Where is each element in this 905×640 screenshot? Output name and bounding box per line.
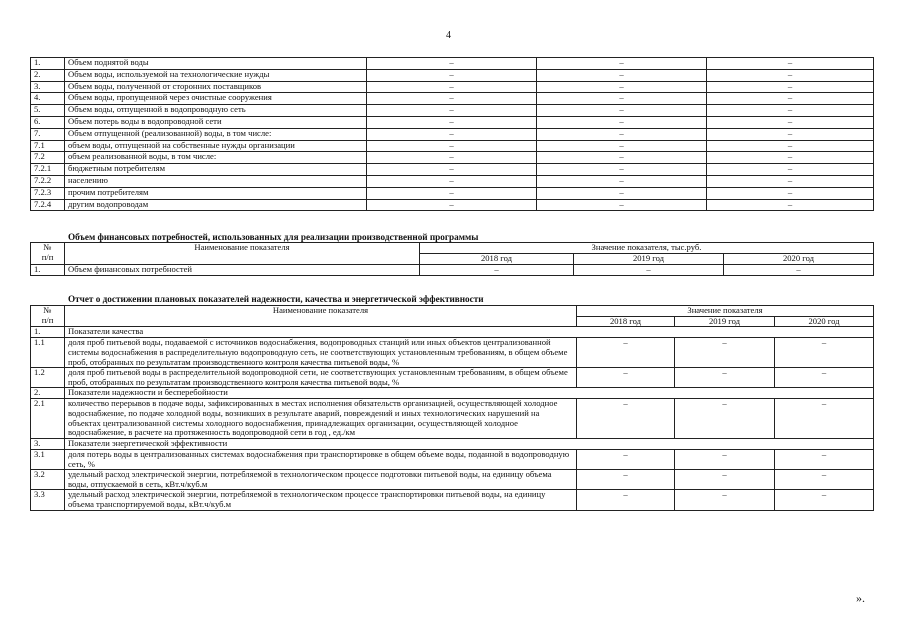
- value-cell: –: [367, 58, 537, 70]
- table-row: [31, 164, 874, 176]
- row-name: удельный расход электрической энергии, потребляемой в технологическом процессе транспортировки питьевой воды, на единицу объема транспортируемой воды, кВт.ч/куб.м: [65, 490, 577, 510]
- table-row: [31, 187, 874, 199]
- value-cell: –: [707, 187, 874, 199]
- value-cell: –: [367, 69, 537, 81]
- column-header-year: 2020 год: [724, 254, 874, 265]
- value-cell: –: [537, 199, 707, 211]
- closing-quote: ».: [856, 591, 865, 605]
- value-cell: –: [367, 199, 537, 211]
- value-cell: –: [775, 490, 874, 510]
- row-name: количество перерывов в подаче воды, зафиксированных в местах исполнения обязательств организацией, осуществляющей холодное водоснабжение, по подаче холодной воды, возникших в результате аварий, повреждений и иных технологических нарушений на объектах централизованной системы холодного водоснабжения, принадлежащих организации, осуществляющей холодное водоснабжение, в расчете на протяженность водопроводной сети в год , ед./км: [65, 399, 577, 439]
- value-cell: –: [577, 490, 675, 510]
- row-name: Объем финансовых потребностей: [65, 265, 420, 276]
- row-number: 2.1: [31, 399, 65, 439]
- row-name: прочим потребителям: [65, 187, 367, 199]
- row-name: удельный расход электрической энергии, потребляемой в технологическом процессе подготовки питьевой воды, на единицу объема воды, отпускаемой в сеть, кВт.ч/куб.м: [65, 470, 577, 490]
- row-number: 7.2.1: [31, 164, 65, 176]
- section-row: [31, 327, 874, 338]
- table-row: [31, 152, 874, 164]
- value-cell: –: [707, 69, 874, 81]
- value-cell: –: [707, 81, 874, 93]
- section-title: Показатели энергетической эффективности: [65, 438, 874, 449]
- table-row: [31, 105, 874, 117]
- value-cell: –: [537, 58, 707, 70]
- value-cell: –: [537, 69, 707, 81]
- row-number: 3.: [31, 438, 65, 449]
- table-row: [31, 140, 874, 152]
- row-number: 7.2.2: [31, 175, 65, 187]
- row-number: 3.: [31, 81, 65, 93]
- water-volume-table: [30, 57, 874, 211]
- column-header-value: Значение показателя: [577, 306, 874, 317]
- value-cell: –: [537, 140, 707, 152]
- column-header-value: Значение показателя, тыс.руб.: [420, 243, 874, 254]
- table-row: [31, 58, 874, 70]
- value-cell: –: [707, 128, 874, 140]
- section-title: Показатели качества: [65, 327, 874, 338]
- value-cell: –: [577, 368, 675, 388]
- row-name: Объем воды, используемой на технологические нужды: [65, 69, 367, 81]
- table-row: [31, 175, 874, 187]
- row-name: доля потерь воды в централизованных системах водоснабжения при транспортировке в общем объеме воды, поданной в водопроводную сеть, %: [65, 449, 577, 469]
- table-row: [31, 128, 874, 140]
- row-number: 4.: [31, 93, 65, 105]
- section-title: Показатели надежности и бесперебойности: [65, 388, 874, 399]
- financial-needs-caption: Объем финансовых потребностей, использованных для реализации производственной программы: [68, 232, 479, 242]
- row-name: объем воды, отпущенной на собственные нужды организации: [65, 140, 367, 152]
- row-name: доля проб питьевой воды, подаваемой с источников водоснабжения, водопроводных станций или иных объектов централизованной системы водоснабжения в распределительную водопроводную сеть, не соответствующих установленным требованиям, в общем объеме проб, отобранных по результатам производственного контроля качества питьевой воды, %: [65, 338, 577, 368]
- value-cell: –: [367, 116, 537, 128]
- value-cell: –: [577, 338, 675, 368]
- value-cell: –: [707, 175, 874, 187]
- row-name: Объем потерь воды в водопроводной сети: [65, 116, 367, 128]
- value-cell: –: [367, 140, 537, 152]
- value-cell: –: [707, 140, 874, 152]
- row-number: 1.2: [31, 368, 65, 388]
- row-number: 7.2.3: [31, 187, 65, 199]
- value-cell: –: [775, 399, 874, 439]
- table-row: [31, 69, 874, 81]
- value-cell: –: [537, 152, 707, 164]
- value-cell: –: [537, 187, 707, 199]
- value-cell: –: [707, 93, 874, 105]
- value-cell: –: [367, 175, 537, 187]
- table-row: [31, 265, 874, 276]
- value-cell: –: [675, 399, 775, 439]
- row-name: другим водопроводам: [65, 199, 367, 211]
- value-cell: –: [537, 81, 707, 93]
- row-name: Объем воды, отпущенной в водопроводную сеть: [65, 105, 367, 117]
- value-cell: –: [577, 399, 675, 439]
- column-header-year: 2019 год: [574, 254, 724, 265]
- reliability-report-caption: Отчет о достижении плановых показателей надежности, качества и энергетической эффективности: [68, 294, 484, 304]
- row-number: 7.: [31, 128, 65, 140]
- value-cell: –: [367, 152, 537, 164]
- row-name: Объем отпущенной (реализованной) воды, в том числе:: [65, 128, 367, 140]
- row-name: Объем воды, полученной от сторонних поставщиков: [65, 81, 367, 93]
- value-cell: –: [367, 164, 537, 176]
- row-number: 1.: [31, 58, 65, 70]
- value-cell: –: [367, 187, 537, 199]
- row-name: бюджетным потребителям: [65, 164, 367, 176]
- value-cell: –: [724, 265, 874, 276]
- value-cell: –: [675, 449, 775, 469]
- column-header-year: 2018 год: [420, 254, 574, 265]
- value-cell: –: [577, 449, 675, 469]
- row-number: 1.1: [31, 338, 65, 368]
- value-cell: –: [367, 93, 537, 105]
- table-row: [31, 81, 874, 93]
- table-row: [31, 93, 874, 105]
- row-name: Объем воды, пропущенной через очистные сооружения: [65, 93, 367, 105]
- table-row: [31, 368, 874, 388]
- row-number: 3.1: [31, 449, 65, 469]
- table-row: [31, 470, 874, 490]
- value-cell: –: [537, 93, 707, 105]
- reliability-report-table: [30, 305, 874, 511]
- table-row: [31, 490, 874, 510]
- row-name: Объем поднятой воды: [65, 58, 367, 70]
- value-cell: –: [577, 470, 675, 490]
- row-number: 1.: [31, 327, 65, 338]
- row-number: 2.: [31, 69, 65, 81]
- column-header-year: 2019 год: [675, 316, 775, 327]
- value-cell: –: [675, 490, 775, 510]
- row-number: 3.2: [31, 470, 65, 490]
- value-cell: –: [367, 81, 537, 93]
- row-number: 5.: [31, 105, 65, 117]
- row-number: 3.3: [31, 490, 65, 510]
- value-cell: –: [537, 164, 707, 176]
- value-cell: –: [574, 265, 724, 276]
- value-cell: –: [420, 265, 574, 276]
- row-number: 7.2: [31, 152, 65, 164]
- value-cell: –: [707, 116, 874, 128]
- value-cell: –: [367, 128, 537, 140]
- column-header-num: № п/п: [31, 306, 65, 327]
- table-row: [31, 199, 874, 211]
- row-number: 1.: [31, 265, 65, 276]
- value-cell: –: [707, 58, 874, 70]
- financial-needs-table: [30, 242, 874, 276]
- page-number: 4: [446, 30, 451, 41]
- table-row: [31, 449, 874, 469]
- value-cell: –: [675, 338, 775, 368]
- table-row: [31, 116, 874, 128]
- column-header-num: № п/п: [31, 243, 65, 265]
- value-cell: –: [707, 199, 874, 211]
- row-number: 6.: [31, 116, 65, 128]
- value-cell: –: [537, 175, 707, 187]
- table-row: [31, 399, 874, 439]
- value-cell: –: [707, 105, 874, 117]
- column-header-name: Наименование показателя: [65, 243, 420, 265]
- value-cell: –: [675, 368, 775, 388]
- column-header-name: Наименование показателя: [65, 306, 577, 327]
- row-name: населению: [65, 175, 367, 187]
- row-name: доля проб питьевой воды в распределительной водопроводной сети, не соответствующих установленным требованиям, в общем объеме проб, отобранных по результатам производственного контроля качества питьевой воды, %: [65, 368, 577, 388]
- section-row: [31, 438, 874, 449]
- row-number: 7.2.4: [31, 199, 65, 211]
- value-cell: –: [707, 164, 874, 176]
- value-cell: –: [367, 105, 537, 117]
- value-cell: –: [775, 449, 874, 469]
- value-cell: –: [675, 470, 775, 490]
- value-cell: –: [537, 116, 707, 128]
- value-cell: –: [707, 152, 874, 164]
- value-cell: –: [775, 368, 874, 388]
- row-name: объем реализованной воды, в том числе:: [65, 152, 367, 164]
- value-cell: –: [537, 128, 707, 140]
- row-number: 7.1: [31, 140, 65, 152]
- value-cell: –: [537, 105, 707, 117]
- section-row: [31, 388, 874, 399]
- table-row: [31, 338, 874, 368]
- column-header-year: 2018 год: [577, 316, 675, 327]
- value-cell: –: [775, 338, 874, 368]
- column-header-year: 2020 год: [775, 316, 874, 327]
- value-cell: –: [775, 470, 874, 490]
- row-number: 2.: [31, 388, 65, 399]
